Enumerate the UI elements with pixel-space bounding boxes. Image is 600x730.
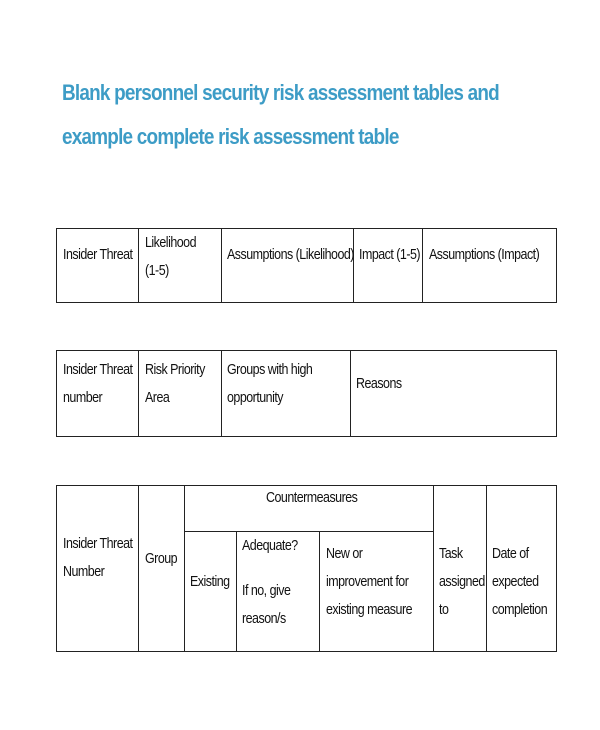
header-insider-threat-number: Number	[63, 564, 105, 580]
header-groups-opportunity: opportunity	[227, 390, 284, 406]
header-countermeasures: Countermeasures	[266, 490, 358, 506]
header-adequate-reason: If no, give	[242, 583, 291, 599]
header-likelihood: Likelihood	[145, 235, 197, 251]
header-assumptions-likelihood: Assumptions (Likelihood)	[227, 247, 354, 263]
header-likelihood-range: (1-5)	[145, 263, 169, 279]
header-task: Task	[439, 546, 463, 562]
header-risk-priority-area: Area	[145, 390, 170, 406]
header-adequate-reason-2: reason/s	[242, 611, 286, 627]
document-title-line-2: example complete risk assessment table	[62, 124, 399, 149]
header-task-to: to	[439, 602, 449, 618]
header-impact: Impact (1-5)	[359, 247, 421, 263]
header-existing: Existing	[190, 574, 230, 590]
risk-priority-table	[56, 350, 557, 437]
header-new: New or	[326, 546, 363, 562]
header-insider-threat: Insider Threat	[63, 362, 133, 378]
risk-assessment-table	[56, 228, 557, 303]
header-assumptions-impact: Assumptions (Impact)	[429, 247, 540, 263]
countermeasures-table	[56, 485, 557, 652]
header-insider-threat: Insider Threat	[63, 536, 133, 552]
header-insider-threat-number: number	[63, 390, 103, 406]
document-title-line-1: Blank personnel security risk assessment tables and	[62, 80, 499, 105]
header-date-completion: completion	[492, 602, 548, 618]
header-reasons: Reasons	[356, 376, 402, 392]
header-date-expected: expected	[492, 574, 539, 590]
header-date: Date of	[492, 546, 529, 562]
header-new-improvement: improvement for	[326, 574, 409, 590]
header-groups: Groups with high	[227, 362, 313, 378]
header-insider-threat: Insider Threat	[63, 247, 133, 263]
header-new-existing-measure: existing measure	[326, 602, 413, 618]
header-group: Group	[145, 551, 178, 567]
header-task-assigned: assigned	[439, 574, 485, 590]
header-adequate: Adequate?	[242, 538, 298, 554]
header-risk-priority: Risk Priority	[145, 362, 205, 378]
